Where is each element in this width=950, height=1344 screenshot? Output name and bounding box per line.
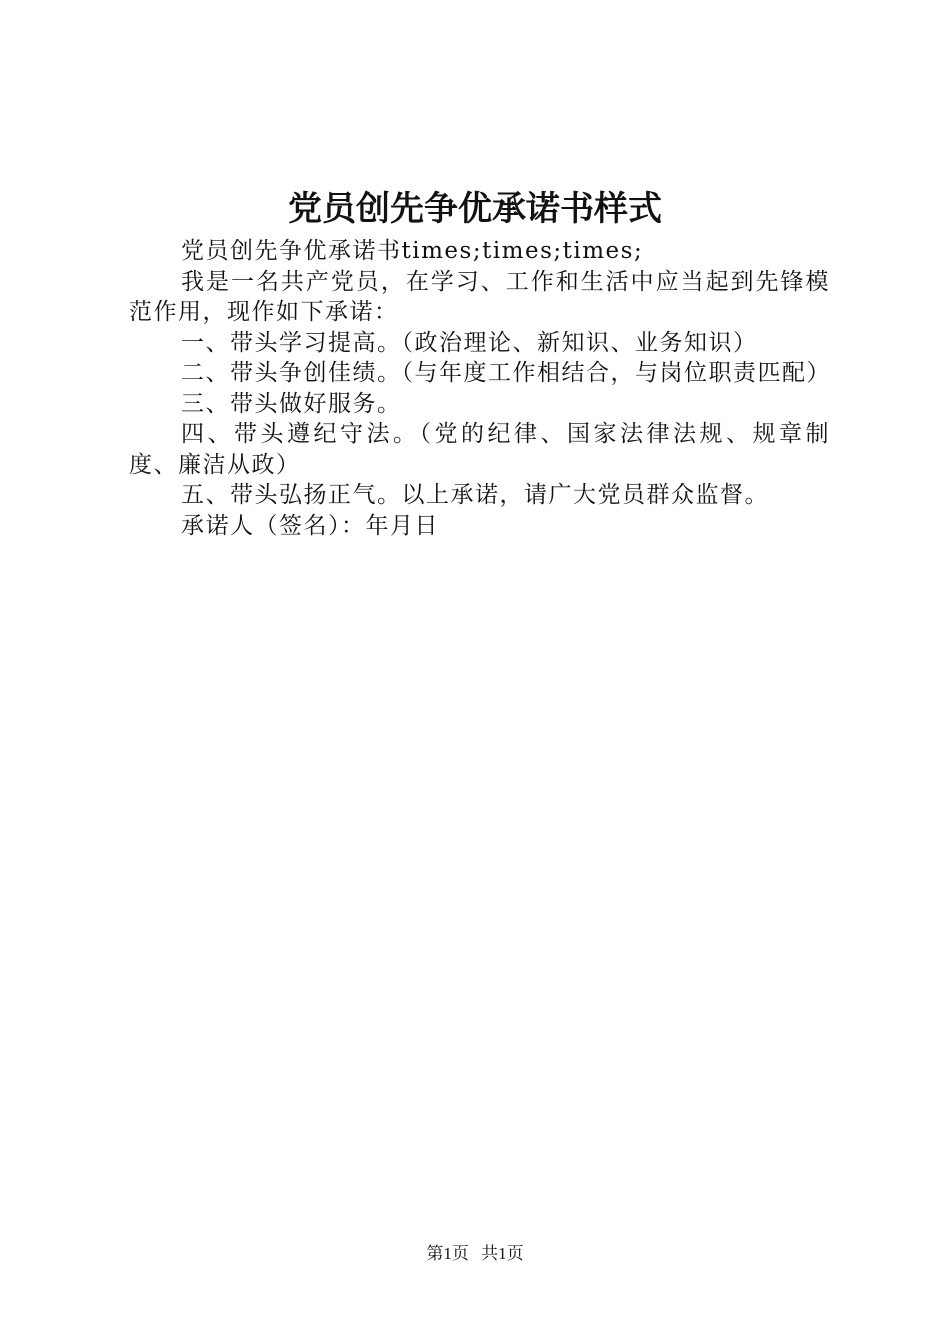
page-footer (0, 1241, 950, 1267)
document-body (129, 236, 830, 541)
page-number: 第1页 (426, 1244, 469, 1263)
paragraph-item-5: 五、带头弘扬正气。以上承诺，请广大党员群众监督。 (181, 482, 769, 508)
paragraph-item-4: 四、带头遵纪守法。（党的纪律、国家法律法规、规章制度、廉洁从政） (129, 421, 830, 478)
paragraph-item-1: 一、带头学习提高。（政治理论、新知识、业务知识） (181, 329, 758, 356)
page-total: 共1页 (481, 1244, 524, 1263)
paragraph-intro: 我是一名共产党员，在学习、工作和生活中应当起到先锋模范作用，现作如下承诺： (129, 268, 830, 325)
paragraph-signature: 承诺人（签名）：年月日 (181, 512, 439, 539)
paragraph-item-2: 二、带头争创佳绩。（与年度工作相结合，与岗位职责匹配） (181, 360, 831, 386)
paragraph-item-3: 三、带头做好服务。 (181, 390, 402, 417)
document-title: 党员创先争优承诺书样式 (288, 189, 662, 229)
paragraph-heading: 党员创先争优承诺书times;times;times; (181, 238, 644, 264)
